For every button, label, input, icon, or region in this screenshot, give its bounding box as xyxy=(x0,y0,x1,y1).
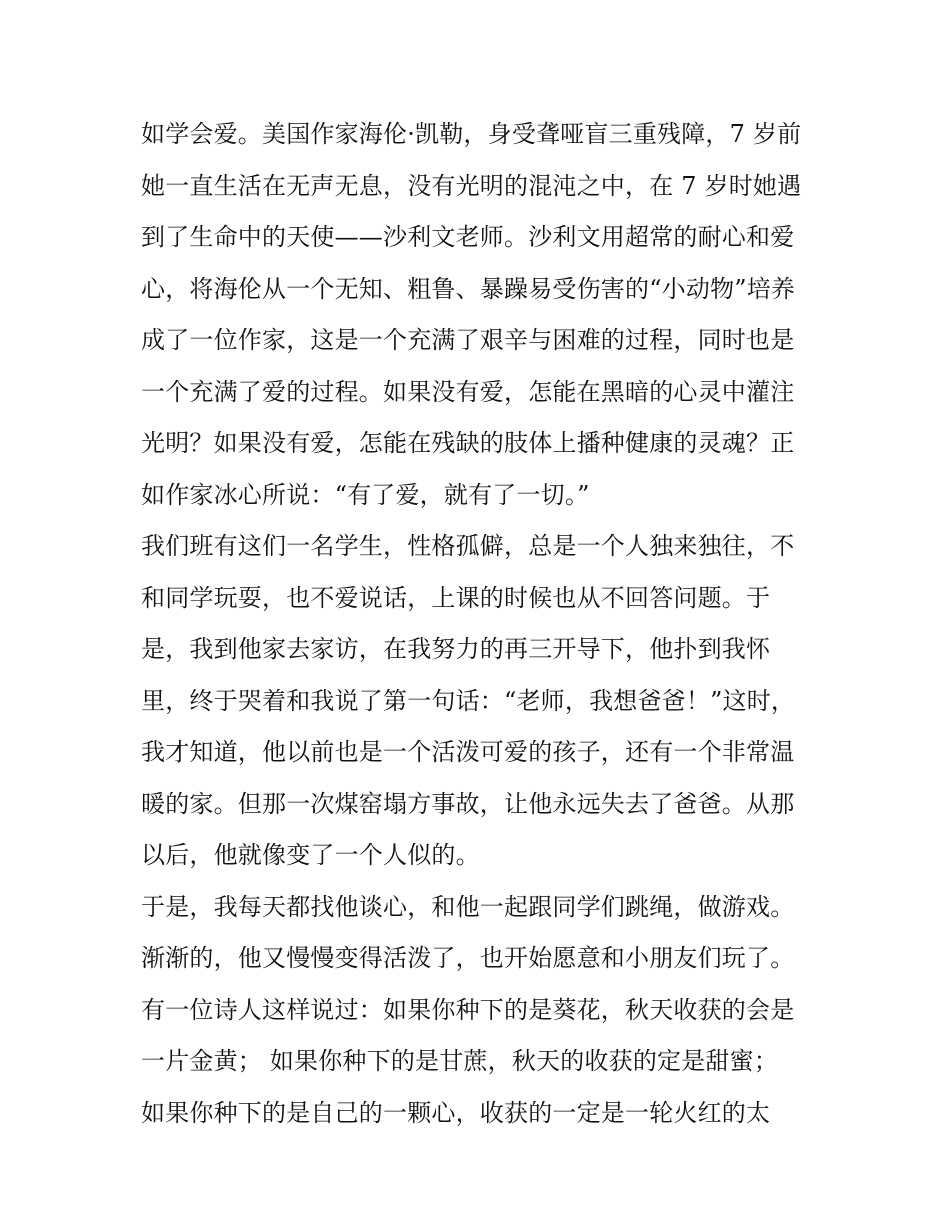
text-line: 暖的家。但那一次煤窑塌方事故，让他永远失去了爸爸。从那 xyxy=(141,789,795,818)
text-line: 里，终于哭着和我说了第一句话：“老师，我想爸爸！”这时， xyxy=(141,686,796,715)
text-line: 于是，我每天都找他谈心，和他一起跟同学们跳绳，做游戏。 xyxy=(141,892,795,921)
text-line: 我们班有这们一名学生，性格孤僻，总是一个人独来独往，不 xyxy=(141,532,795,560)
text-line: 是，我到他家去家访，在我努力的再三开导下，他扑到我怀 xyxy=(141,635,771,663)
body-text xyxy=(141,109,831,1139)
text-line: 我才知道，他以前也是一个活泼可爱的孩子，还有一个非常温 xyxy=(141,738,795,766)
text-line: 心，将海伦从一个无知、粗鲁、暴躁易受伤害的“小动物”培养 xyxy=(141,274,796,303)
text-line: 有一位诗人这样说过：如果你种下的是葵花，秋天收获的会是 xyxy=(141,995,795,1024)
text-line: 以后，他就像变了一个人似的。 xyxy=(141,841,480,869)
text-line: 如学会爱。美国作家海伦·凯勒，身受聋哑盲三重残障，7 岁前 xyxy=(141,120,802,148)
text-line: 和同学玩耍，也不爱说话，上课的时候也从不回答问题。于 xyxy=(141,583,771,612)
text-line: 如作家冰心所说：“有了爱，就有了一切。” xyxy=(141,480,590,509)
text-line: 到了生命中的天使——沙利文老师。沙利文用超常的耐心和爱 xyxy=(141,223,795,251)
text-line: 一个充满了爱的过程。如果没有爱，怎能在黑暗的心灵中灌注 xyxy=(141,377,795,406)
text-line: 成了一位作家，这是一个充满了艰辛与困难的过程，同时也是 xyxy=(141,326,795,354)
text-line: 一片金黄； 如果你种下的是甘蔗，秋天的收获的定是甜蜜； xyxy=(141,1047,779,1075)
text-line: 渐渐的，他又慢慢变得活泼了，也开始愿意和小朋友们玩了。 xyxy=(141,944,795,972)
text-line: 她一直生活在无声无息，没有光明的混沌之中，在 7 岁时她遇 xyxy=(141,171,802,200)
text-line: 如果你种下的是自己的一颗心，收获的一定是一轮火红的太 xyxy=(141,1098,771,1127)
text-line: 光明？如果没有爱，怎能在残缺的肢体上播种健康的灵魂？正 xyxy=(141,429,795,457)
